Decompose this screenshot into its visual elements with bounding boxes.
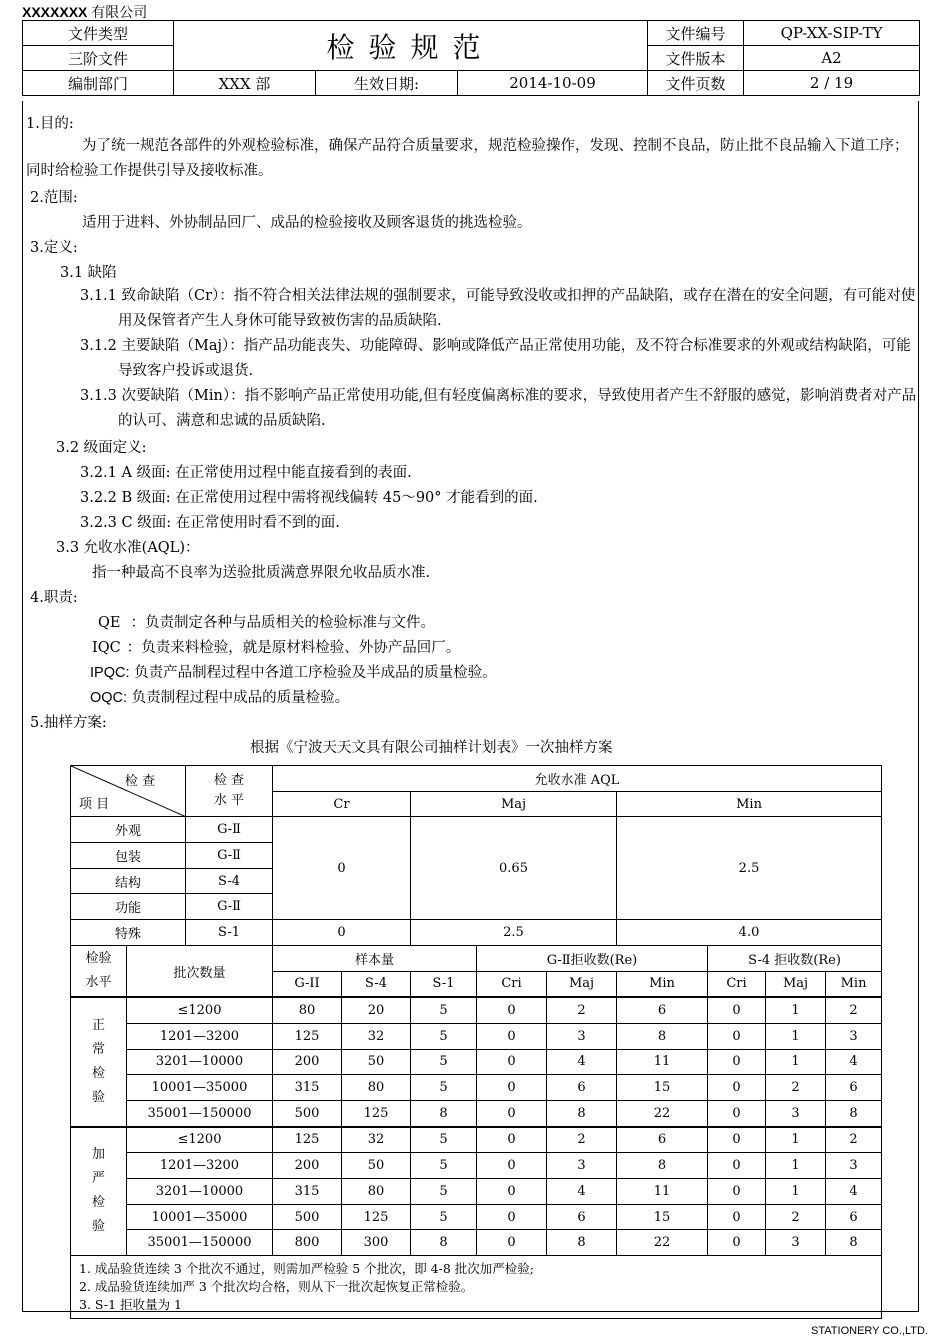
table-row bbox=[71, 1100, 882, 1126]
sample-size-header: 样本量 bbox=[273, 945, 477, 971]
re-col-maj: Maj bbox=[766, 971, 826, 997]
item-name: 结构 bbox=[71, 868, 186, 894]
section-3-3-heading: 3.3 允收水准(AQL)： bbox=[56, 540, 200, 556]
table-cell: 8 bbox=[826, 1100, 882, 1126]
page-count: 2 / 19 bbox=[744, 71, 920, 96]
table-cell: 2 bbox=[766, 1204, 826, 1230]
special-level: S-1 bbox=[186, 920, 273, 946]
s4-re-header: S-4 拒收数(Re) bbox=[708, 945, 882, 971]
item-name: 外观 bbox=[71, 817, 186, 843]
table-cell: 8 bbox=[411, 1100, 477, 1126]
table-cell: 15 bbox=[617, 1075, 708, 1101]
table-cell: 4 bbox=[547, 1179, 617, 1205]
dept: XXX 部 bbox=[174, 71, 316, 96]
table-cell: 6 bbox=[826, 1075, 882, 1101]
table-cell: 5 bbox=[411, 997, 477, 1023]
group-cr-value: 0 bbox=[273, 817, 411, 920]
section-3-2-3: 3.2.3 C 级面: 在正常使用时看不到的面. bbox=[80, 515, 340, 531]
table-cell: 2 bbox=[547, 1127, 617, 1153]
section-3-heading: 3.定义: bbox=[30, 240, 78, 256]
inspection-mode-label: 加 严 检 验 bbox=[71, 1127, 127, 1256]
doc-type-label: 文件类型 bbox=[23, 21, 174, 46]
re-col-min: Min bbox=[617, 971, 708, 997]
table-cell: 1 bbox=[766, 1127, 826, 1153]
date-label: 生效日期: bbox=[316, 71, 458, 96]
table-row bbox=[71, 1127, 882, 1153]
batch-range: 10001—35000 bbox=[127, 1075, 273, 1101]
special-name: 特殊 bbox=[71, 920, 186, 946]
table-cell: 6 bbox=[547, 1075, 617, 1101]
batch-range: ≤1200 bbox=[127, 1127, 273, 1153]
table-cell: 0 bbox=[708, 997, 766, 1023]
dept-label: 编制部门 bbox=[23, 71, 174, 96]
section-2-text: 适用于进料、外协制品回厂、成品的检验接收及顾客退货的挑选检验。 bbox=[82, 215, 532, 231]
table-cell: 6 bbox=[547, 1204, 617, 1230]
table-cell: 0 bbox=[708, 1127, 766, 1153]
table-row bbox=[71, 997, 882, 1023]
table-cell: 1 bbox=[766, 1023, 826, 1049]
table-cell: 11 bbox=[617, 1179, 708, 1205]
table-cell: 0 bbox=[708, 1153, 766, 1179]
item-level: G-Ⅱ bbox=[186, 843, 273, 869]
table-cell: 500 bbox=[273, 1100, 342, 1126]
section-1-heading: 1.目的: bbox=[26, 116, 74, 132]
table-cell: 2 bbox=[826, 1127, 882, 1153]
table-cell: 6 bbox=[617, 997, 708, 1023]
table-cell: 32 bbox=[342, 1127, 411, 1153]
item-level: G-Ⅱ bbox=[186, 894, 273, 920]
table-row bbox=[71, 1179, 882, 1205]
section-3-3-text: 指一种最高不良率为送验批质满意界限允收品质水准. bbox=[92, 565, 431, 581]
re-col-maj: Maj bbox=[547, 971, 617, 997]
footer-company: STATIONERY CO.,LTD. bbox=[811, 1325, 928, 1337]
table-cell: 8 bbox=[547, 1100, 617, 1126]
item-level: S-4 bbox=[186, 868, 273, 894]
table-row bbox=[71, 1075, 882, 1101]
table-cell: 0 bbox=[708, 1075, 766, 1101]
table-cell: 3 bbox=[766, 1230, 826, 1256]
section-3-2-1: 3.2.1 A 级面: 在正常使用过程中能直接看到的表面. bbox=[80, 465, 412, 481]
table-cell: 800 bbox=[273, 1230, 342, 1256]
level-header: 检 查 水 平 bbox=[186, 766, 273, 817]
batch-range: ≤1200 bbox=[127, 997, 273, 1023]
doc-no-label: 文件编号 bbox=[648, 21, 744, 46]
table-row bbox=[71, 1153, 882, 1179]
table-cell: 125 bbox=[273, 1023, 342, 1049]
section-3-1-1: 3.1.1 致命缺陷（Cr）：指不符合相关法律法规的强制要求，可能导致没收或扣押的产品缺陷，或存在潜在的安全问题，有可能对使用及保管者产生人身休可能导致被伤害的品质缺陷. bbox=[80, 288, 916, 329]
table-cell: 15 bbox=[617, 1204, 708, 1230]
table-cell: 500 bbox=[273, 1204, 342, 1230]
re-col-min: Min bbox=[826, 971, 882, 997]
table-cell: 3 bbox=[547, 1153, 617, 1179]
table-cell: 1 bbox=[766, 1153, 826, 1179]
table-cell: 50 bbox=[342, 1153, 411, 1179]
table-cell: 4 bbox=[826, 1179, 882, 1205]
table-cell: 0 bbox=[477, 1179, 547, 1205]
size-col-s4: S-4 bbox=[342, 971, 411, 997]
section-2-heading: 2.范围: bbox=[30, 190, 78, 206]
batch-range: 35001—150000 bbox=[127, 1230, 273, 1256]
notes-cell bbox=[71, 1256, 882, 1319]
table-cell: 80 bbox=[342, 1179, 411, 1205]
duty-ipqc: IPQC: 负责产品制程过程中各道工序检验及半成品的质量检验。 bbox=[90, 665, 497, 681]
document-header-table bbox=[22, 20, 920, 96]
group-min-value: 2.5 bbox=[617, 817, 882, 920]
section-4-heading: 4.职责: bbox=[30, 590, 78, 606]
table-cell: 0 bbox=[477, 1204, 547, 1230]
batch-range: 35001—150000 bbox=[127, 1100, 273, 1126]
size-col-g2: G-II bbox=[273, 971, 342, 997]
version-label: 文件版本 bbox=[648, 46, 744, 71]
table-cell: 0 bbox=[708, 1023, 766, 1049]
diag-top-label: 检 查 bbox=[124, 774, 155, 789]
table-cell: 8 bbox=[411, 1230, 477, 1256]
table-cell: 0 bbox=[708, 1230, 766, 1256]
table-cell: 6 bbox=[617, 1127, 708, 1153]
batch-qty-header: 批次数量 bbox=[127, 945, 273, 997]
duty-iqc: IQC ：负责来料检验，就是原材料检验、外协产品回厂。 bbox=[92, 640, 461, 656]
table-cell: 200 bbox=[273, 1049, 342, 1075]
table-cell: 5 bbox=[411, 1023, 477, 1049]
section-3-2-2: 3.2.2 B 级面: 在正常使用过程中需将视线偏转 45～90° 才能看到的面. bbox=[80, 490, 538, 506]
doc-tier: 三阶文件 bbox=[23, 46, 174, 71]
table-cell: 3 bbox=[547, 1023, 617, 1049]
batch-range: 10001—35000 bbox=[127, 1204, 273, 1230]
batch-range: 1201—3200 bbox=[127, 1023, 273, 1049]
duty-oqc: OQC: 负责制程过程中成品的质量检验。 bbox=[90, 690, 350, 706]
table-cell: 0 bbox=[477, 1100, 547, 1126]
effective-date: 2014-10-09 bbox=[458, 71, 648, 96]
table-cell: 6 bbox=[826, 1204, 882, 1230]
duty-qe: QE ：负责制定各种与品质相关的检验标准与文件。 bbox=[98, 615, 435, 631]
table-row bbox=[71, 1049, 882, 1075]
note-line: 3. S-1 拒收量为 1 bbox=[79, 1297, 182, 1313]
size-col-s1: S-1 bbox=[411, 971, 477, 997]
version: A2 bbox=[744, 46, 920, 71]
table-cell: 0 bbox=[477, 1230, 547, 1256]
inspection-level-header: 检验 水平 bbox=[71, 945, 127, 997]
g2-re-header: G-Ⅱ拒收数(Re) bbox=[477, 945, 708, 971]
table-cell: 0 bbox=[708, 1179, 766, 1205]
item-name: 功能 bbox=[71, 894, 186, 920]
aql-col-cr: Cr bbox=[273, 791, 411, 817]
table-cell: 3 bbox=[826, 1153, 882, 1179]
section-5-heading: 5.抽样方案: bbox=[30, 715, 107, 731]
table-cell: 5 bbox=[411, 1127, 477, 1153]
table-cell: 80 bbox=[273, 997, 342, 1023]
table-cell: 125 bbox=[342, 1100, 411, 1126]
batch-range: 3201—10000 bbox=[127, 1179, 273, 1205]
section-1-text: 为了统一规范各部件的外观检验标准，确保产品符合质量要求，规范检验操作，发现、控制不良品，防止批不良品输入下道工序；同时给检验工作提供引导及接收标准。 bbox=[26, 138, 909, 179]
table-cell: 5 bbox=[411, 1049, 477, 1075]
table-cell: 2 bbox=[547, 997, 617, 1023]
aql-col-maj: Maj bbox=[411, 791, 617, 817]
table-cell: 2 bbox=[766, 1075, 826, 1101]
group-maj-value: 0.65 bbox=[411, 817, 617, 920]
table-cell: 315 bbox=[273, 1075, 342, 1101]
diagonal-header-cell bbox=[71, 766, 186, 817]
special-cr: 0 bbox=[273, 920, 411, 946]
table-cell: 32 bbox=[342, 1023, 411, 1049]
table-cell: 8 bbox=[826, 1230, 882, 1256]
table-row bbox=[71, 1230, 882, 1256]
table-cell: 0 bbox=[708, 1100, 766, 1126]
special-min: 4.0 bbox=[617, 920, 882, 946]
section-3-1-heading: 3.1 缺陷 bbox=[60, 265, 117, 281]
table-cell: 125 bbox=[342, 1204, 411, 1230]
sampling-plan-table bbox=[70, 765, 882, 1319]
table-cell: 50 bbox=[342, 1049, 411, 1075]
tightened-inspection-rows bbox=[71, 1127, 882, 1256]
inspection-mode-label: 正 常 检 验 bbox=[71, 997, 127, 1126]
aql-col-min: Min bbox=[617, 791, 882, 817]
table-cell: 125 bbox=[273, 1127, 342, 1153]
table-cell: 1 bbox=[766, 1049, 826, 1075]
table-cell: 300 bbox=[342, 1230, 411, 1256]
item-name: 包装 bbox=[71, 843, 186, 869]
doc-no: QP-XX-SIP-TY bbox=[744, 21, 920, 46]
special-maj: 2.5 bbox=[411, 920, 617, 946]
table-cell: 11 bbox=[617, 1049, 708, 1075]
section-3-1-3: 3.1.3 次要缺陷（Min）：指不影响产品正常使用功能,但有轻度偏离标准的要求，导致使用者产生不舒服的感觉，影响消费者对产品的认可、满意和忠诚的品质缺陷. bbox=[80, 388, 917, 429]
table-cell: 1 bbox=[766, 997, 826, 1023]
normal-inspection-rows bbox=[71, 997, 882, 1126]
diag-bottom-label: 项 目 bbox=[79, 797, 110, 813]
table-cell: 0 bbox=[477, 1075, 547, 1101]
table-cell: 0 bbox=[477, 1127, 547, 1153]
note-line: 1. 成品验货连续 3 个批次不通过，则需加严检验 5 个批次，即 4-8 批次加严检验; bbox=[79, 1261, 534, 1277]
table-cell: 5 bbox=[411, 1153, 477, 1179]
table-cell: 1 bbox=[766, 1179, 826, 1205]
note-line: 2. 成品验货连续加严 3 个批次均合格，则从下一批次起恢复正常检验。 bbox=[79, 1279, 474, 1295]
pages-label: 文件页数 bbox=[648, 71, 744, 96]
table-cell: 200 bbox=[273, 1153, 342, 1179]
table-cell: 0 bbox=[477, 1153, 547, 1179]
aql-header: 允收水准 AQL bbox=[273, 766, 882, 792]
item-level: G-Ⅱ bbox=[186, 817, 273, 843]
company-name: XXXXXXX 有限公司 bbox=[22, 4, 148, 20]
table-cell: 0 bbox=[708, 1204, 766, 1230]
table-caption: 根据《宁波天天文具有限公司抽样计划表》一次抽样方案 bbox=[250, 740, 613, 756]
table-row bbox=[71, 1023, 882, 1049]
table-cell: 0 bbox=[477, 1023, 547, 1049]
table-cell: 3 bbox=[766, 1100, 826, 1126]
section-3-2-heading: 3.2 级面定义: bbox=[56, 440, 147, 456]
table-cell: 22 bbox=[617, 1100, 708, 1126]
table-cell: 20 bbox=[342, 997, 411, 1023]
table-cell: 4 bbox=[826, 1049, 882, 1075]
table-cell: 5 bbox=[411, 1204, 477, 1230]
table-cell: 8 bbox=[617, 1153, 708, 1179]
table-cell: 5 bbox=[411, 1075, 477, 1101]
table-cell: 8 bbox=[547, 1230, 617, 1256]
table-cell: 5 bbox=[411, 1179, 477, 1205]
table-cell: 2 bbox=[826, 997, 882, 1023]
batch-range: 3201—10000 bbox=[127, 1049, 273, 1075]
table-cell: 315 bbox=[273, 1179, 342, 1205]
table-cell: 22 bbox=[617, 1230, 708, 1256]
table-cell: 0 bbox=[477, 1049, 547, 1075]
re-col-cri: Cri bbox=[477, 971, 547, 997]
section-3-1-2: 3.1.2 主要缺陷（Maj）：指产品功能丧失、功能障碍、影响或降低产品正常使用功能，及不符合标准要求的外观或结构缺陷，可能导致客户投诉或退货. bbox=[80, 338, 911, 379]
document-title: 检验规范 bbox=[174, 21, 648, 71]
table-row bbox=[71, 1204, 882, 1230]
table-cell: 0 bbox=[708, 1049, 766, 1075]
table-cell: 4 bbox=[547, 1049, 617, 1075]
table-cell: 3 bbox=[826, 1023, 882, 1049]
batch-range: 1201—3200 bbox=[127, 1153, 273, 1179]
re-col-cri: Cri bbox=[708, 971, 766, 997]
table-cell: 0 bbox=[477, 997, 547, 1023]
table-cell: 80 bbox=[342, 1075, 411, 1101]
table-cell: 8 bbox=[617, 1023, 708, 1049]
